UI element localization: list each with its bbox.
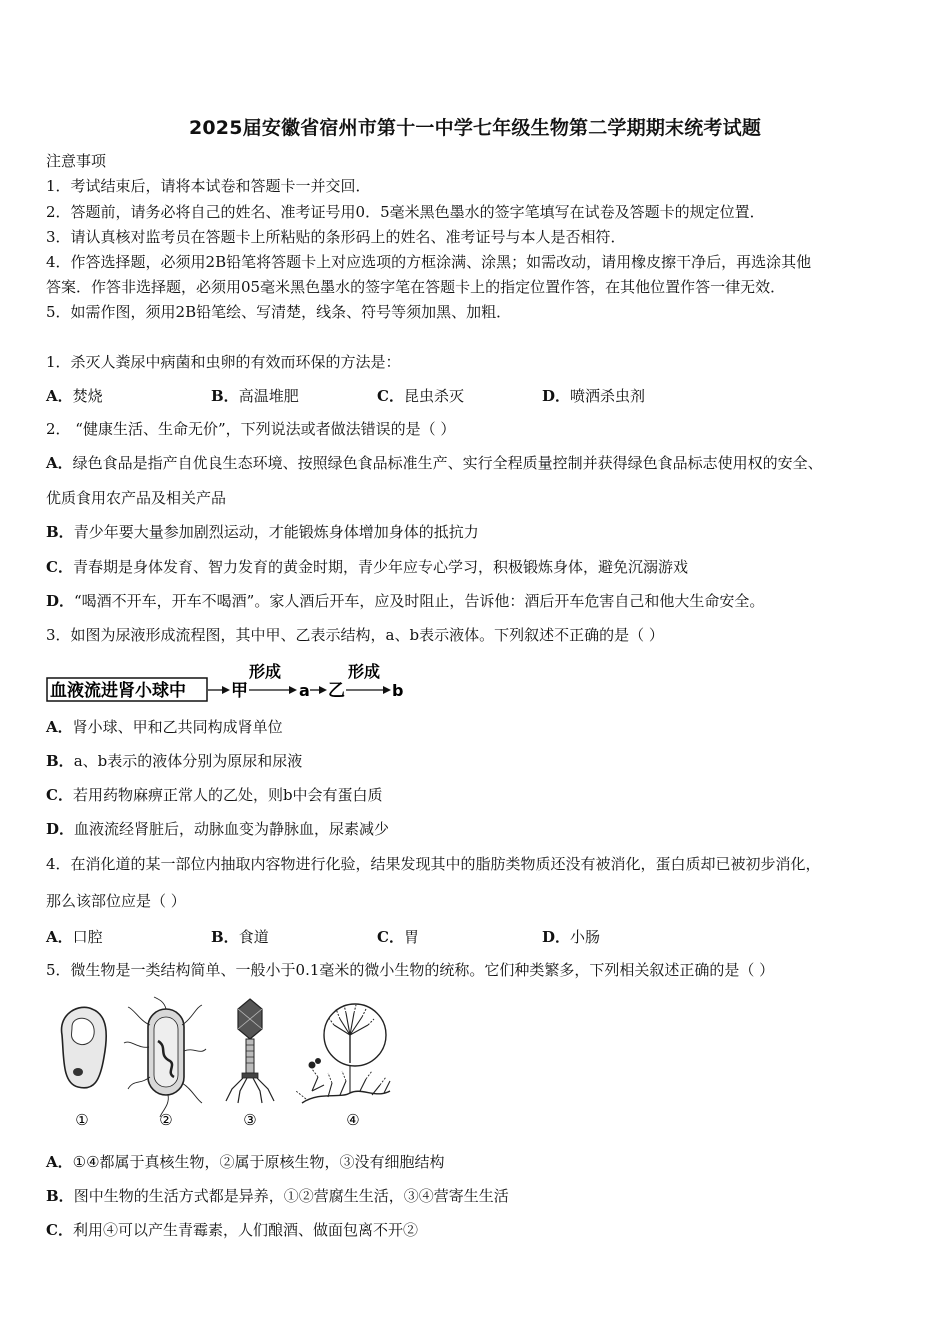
microorganism-figure bbox=[50, 995, 395, 1135]
figure-label-4: ④ bbox=[346, 1111, 360, 1129]
arrow-head bbox=[319, 686, 327, 694]
arrow-label-form: 形成 bbox=[348, 662, 381, 681]
option-label: B． bbox=[46, 523, 74, 541]
option-c[interactable] bbox=[377, 385, 464, 406]
bacterium-illustration bbox=[124, 997, 206, 1117]
yeast-cell-illustration bbox=[62, 1007, 107, 1088]
option-label: B． bbox=[46, 1187, 74, 1205]
urine-formation-flowchart bbox=[46, 660, 406, 702]
option-b[interactable] bbox=[46, 1186, 509, 1206]
option-label: D． bbox=[46, 820, 75, 838]
option-label: D． bbox=[46, 592, 75, 610]
option-d[interactable] bbox=[46, 591, 764, 611]
option-label: C． bbox=[377, 928, 404, 946]
page-title: 2025届安徽省宿州市第十一中学七年级生物第二学期期末统考试题 bbox=[188, 117, 762, 139]
question-5-stem: 5．微生物是一类结构简单、一般小于0.1毫米的微小生物的统称。它们种类繁多，下列相关叙述正确的是（ ） bbox=[46, 961, 775, 979]
option-a[interactable] bbox=[46, 385, 103, 406]
notice-item: 1．考试结束后，请将本试卷和答题卡一并交回． bbox=[46, 177, 371, 195]
option-label: D． bbox=[542, 928, 571, 946]
option-b[interactable] bbox=[46, 751, 302, 771]
flowchart-box-text: 血液流进肾小球中 bbox=[50, 681, 186, 701]
option-c[interactable] bbox=[46, 1220, 418, 1240]
option-text: 血液流经肾脏后，动脉血变为静脉血，尿素减少 bbox=[74, 820, 390, 838]
notice-heading: 注意事项 bbox=[46, 152, 107, 170]
option-label: C． bbox=[46, 558, 73, 576]
option-text: 喷洒杀虫剂 bbox=[570, 387, 646, 405]
option-label: C． bbox=[46, 786, 73, 804]
question-1-options bbox=[46, 385, 906, 405]
arrow-head bbox=[222, 686, 230, 694]
liquid-b: b bbox=[392, 681, 404, 700]
option-text: 青春期是身体发育、智力发育的黄金时期，青少年应专心学习，积极锻炼身体，避免沉溺游戏 bbox=[72, 558, 688, 576]
structure-jia: 甲 bbox=[231, 681, 248, 701]
arrow-label-form: 形成 bbox=[249, 662, 282, 681]
option-text: 若用药物麻痹正常人的乙处，则b中会有蛋白质 bbox=[72, 786, 383, 804]
option-c[interactable] bbox=[46, 557, 688, 577]
option-label: B． bbox=[211, 387, 239, 405]
option-a-continued: 优质食用农产品及相关产品 bbox=[46, 489, 227, 507]
option-text: a、b表示的液体分别为原尿和尿液 bbox=[73, 752, 303, 770]
option-text: 高温堆肥 bbox=[238, 387, 299, 405]
question-4-stem-continued: 那么该部位应是（ ） bbox=[46, 892, 186, 910]
penicillium-illustration bbox=[296, 1004, 390, 1103]
option-text: 小肠 bbox=[570, 928, 601, 946]
option-text: 图中生物的生活方式都是异养，①②营腐生生活，③④营寄生生活 bbox=[73, 1187, 509, 1205]
option-text: ①④都属于真核生物，②属于原核生物，③没有细胞结构 bbox=[72, 1153, 445, 1171]
option-d[interactable] bbox=[542, 926, 600, 947]
question-2-stem: 2． “健康生活、生命无价”，下列说法或者做法错误的是（ ） bbox=[46, 420, 456, 438]
option-label: A． bbox=[46, 454, 73, 472]
option-label: B． bbox=[46, 752, 74, 770]
notice-item: 3．请认真核对监考员在答题卡上所粘贴的条形码上的姓名、准考证号与本人是否相符． bbox=[46, 228, 626, 246]
option-label: B． bbox=[211, 928, 239, 946]
notice-item: 4．作答选择题，必须用2B铅笔将答题卡上对应选项的方框涂满、涂黑；如需改动，请用橡皮擦干净后，再选涂其他 bbox=[46, 253, 812, 271]
option-text: 焚烧 bbox=[72, 387, 103, 405]
question-1-stem: 1．杀灭人粪尿中病菌和虫卵的有效而环保的方法是： bbox=[46, 353, 401, 371]
option-c[interactable] bbox=[46, 785, 383, 805]
option-label: A． bbox=[46, 1153, 73, 1171]
figure-label-3: ③ bbox=[243, 1111, 257, 1129]
option-a[interactable] bbox=[46, 453, 823, 473]
arrow-head bbox=[383, 686, 391, 694]
option-label: A． bbox=[46, 928, 73, 946]
option-d[interactable] bbox=[46, 819, 389, 839]
notice-item: 答案．作答非选择题，必须用05毫米黑色墨水的签字笔在答题卡上的指定位置作答，在其他位置作答一律无效． bbox=[46, 278, 786, 296]
option-label: D． bbox=[542, 387, 571, 405]
option-text: 肾小球、甲和乙共同构成肾单位 bbox=[72, 718, 283, 736]
option-text: “喝酒不开车，开车不喝酒”。家人酒后开车，应及时阻止，告诉他：酒后开车危害自己和他大生命安全。 bbox=[74, 592, 765, 610]
option-text: 口腔 bbox=[72, 928, 103, 946]
bacteriophage-illustration bbox=[226, 999, 274, 1103]
option-a[interactable] bbox=[46, 1152, 445, 1172]
question-4-stem: 4．在消化道的某一部位内抽取内容物进行化验，结果发现其中的脂肪类物质还没有被消化，蛋白质却已被初步消化， bbox=[46, 855, 821, 873]
option-text: 利用④可以产生青霉素，人们酿酒、做面包离不开② bbox=[72, 1221, 418, 1239]
option-text: 胃 bbox=[403, 928, 419, 946]
option-label: A． bbox=[46, 387, 73, 405]
option-text: 昆虫杀灭 bbox=[403, 387, 464, 405]
option-text: 青少年要大量参加剧烈运动，才能锻炼身体增加身体的抵抗力 bbox=[73, 523, 479, 541]
option-d[interactable] bbox=[542, 385, 645, 406]
option-a[interactable] bbox=[46, 926, 103, 947]
figure-label-1: ① bbox=[75, 1111, 89, 1129]
question-4-options bbox=[46, 926, 906, 946]
option-label: A． bbox=[46, 718, 73, 736]
option-label: C． bbox=[377, 387, 404, 405]
question-3-stem: 3．如图为尿液形成流程图，其中甲、乙表示结构，a、b表示液体。下列叙述不正确的是（ ） bbox=[46, 626, 664, 644]
option-text: 绿色食品是指产自优良生态环境、按照绿色食品标准生产、实行全程质量控制并获得绿色食品标志使用权的安全、 bbox=[72, 454, 823, 472]
option-b[interactable] bbox=[46, 522, 479, 542]
option-b[interactable] bbox=[211, 385, 299, 406]
option-label: C． bbox=[46, 1221, 73, 1239]
arrow-head bbox=[289, 686, 297, 694]
option-c[interactable] bbox=[377, 926, 419, 947]
notice-item: 5．如需作图，须用2B铅笔绘、写清楚，线条、符号等须加黑、加粗． bbox=[46, 303, 512, 321]
liquid-a: a bbox=[299, 681, 310, 700]
figure-label-2: ② bbox=[159, 1111, 173, 1129]
option-a[interactable] bbox=[46, 717, 283, 737]
notice-item: 2．答题前，请务必将自己的姓名、准考证号用0．5毫米黑色墨水的签字笔填写在试卷及答题卡的规定位置． bbox=[46, 203, 765, 221]
structure-yi: 乙 bbox=[328, 681, 345, 701]
option-text: 食道 bbox=[238, 928, 269, 946]
option-b[interactable] bbox=[211, 926, 269, 947]
